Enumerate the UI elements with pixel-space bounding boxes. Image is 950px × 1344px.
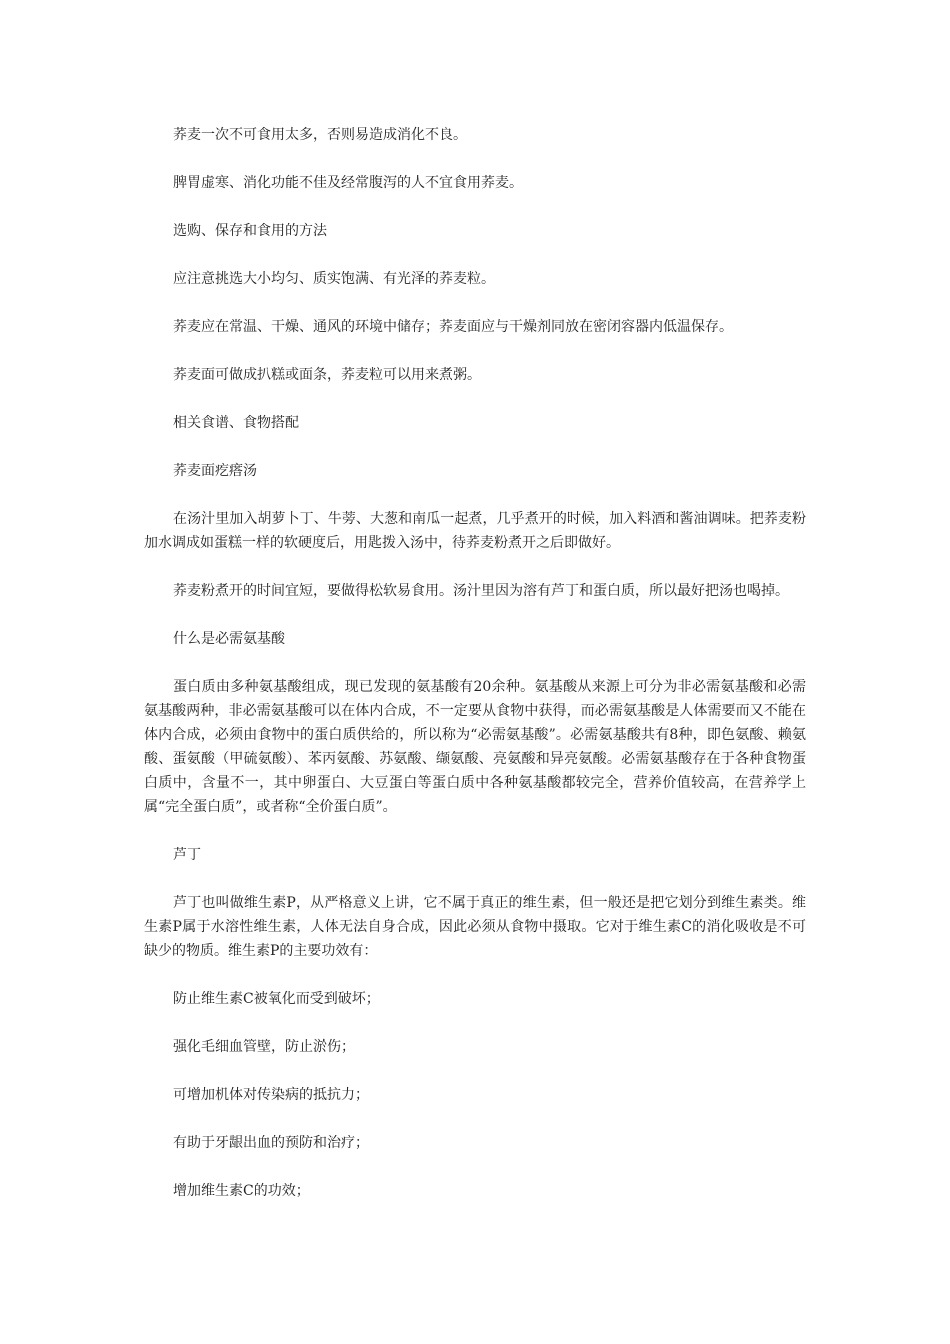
list-item-benefit: 增加维生素C的功效； [173,1183,310,1199]
paragraph-rutin: 芦丁也叫做维生素P，从严格意义上讲，它不属于真正的维生素，但一般还是把它划分到维生素类。维生素P属于水溶性维生素，人体无法自身合成，因此必须从食物中摄取。它对于维生素C的消化吸收是不可缺少的物质。维生素P的主要功效有： [144,895,806,959]
paragraph-soup-method: 在汤汁里加入胡萝卜丁、牛蒡、大葱和南瓜一起煮，几乎煮开的时候，加入料酒和酱油调味。把荞麦粉加水调成如蛋糕一样的软硬度后，用匙拨入汤中，待荞麦粉煮开之后即做好。 [144,511,806,551]
paragraph-caution-spleen: 脾胃虚寒、消化功能不佳及经常腹泻的人不宜食用荞麦。 [173,175,523,191]
list-item-benefit: 有助于牙龈出血的预防和治疗； [173,1135,369,1151]
paragraph-amino-acids: 蛋白质由多种氨基酸组成，现已发现的氨基酸有20余种。氨基酸从来源上可分为非必需氨基酸和必需氨基酸两种，非必需氨基酸可以在体内合成，不一定要从食物中获得，而必需氨基酸是人体需要而又不能在体内合成，必须由食物中的蛋白质供给的，所以称为“必需氨基酸”。必需氨基酸共有8种，即色氨酸、赖氨酸、蛋氨酸（甲硫氨酸）、苯丙氨酸、苏氨酸、缬氨酸、亮氨酸和异亮氨酸。必需氨基酸存在于各种食物蛋白质中，含量不一，其中卵蛋白、大豆蛋白等蛋白质中各种氨基酸都较完全，营养价值较高，在营养学上属“完全蛋白质”，或者称“全价蛋白质”。 [144,679,806,815]
paragraph-caution-quantity: 荞麦一次不可食用太多，否则易造成消化不良。 [173,127,467,143]
heading-recipes: 相关食谱、食物搭配 [173,415,299,431]
heading-essential-amino-acids: 什么是必需氨基酸 [173,631,285,647]
list-item-benefit: 强化毛细血管壁，防止淤伤； [173,1039,355,1055]
heading-rutin: 芦丁 [173,847,201,863]
document-body [144,123,806,1227]
heading-noodle-soup: 荞麦面疙瘩汤 [173,463,257,479]
paragraph-soup-tips: 荞麦粉煮开的时间宜短，要做得松软易食用。汤汁里因为溶有芦丁和蛋白质，所以最好把汤也喝掉。 [173,583,789,599]
paragraph-selection: 应注意挑选大小均匀、质实饱满、有光泽的荞麦粒。 [173,271,495,287]
heading-selection-storage: 选购、保存和食用的方法 [173,223,327,239]
paragraph-usage: 荞麦面可做成扒糕或面条，荞麦粒可以用来煮粥。 [173,367,481,383]
list-item-benefit: 防止维生素C被氧化而受到破坏； [173,991,380,1007]
paragraph-storage: 荞麦应在常温、干燥、通风的环境中储存；荞麦面应与干燥剂同放在密闭容器内低温保存。 [173,319,733,335]
list-item-benefit: 可增加机体对传染病的抵抗力； [173,1087,369,1103]
